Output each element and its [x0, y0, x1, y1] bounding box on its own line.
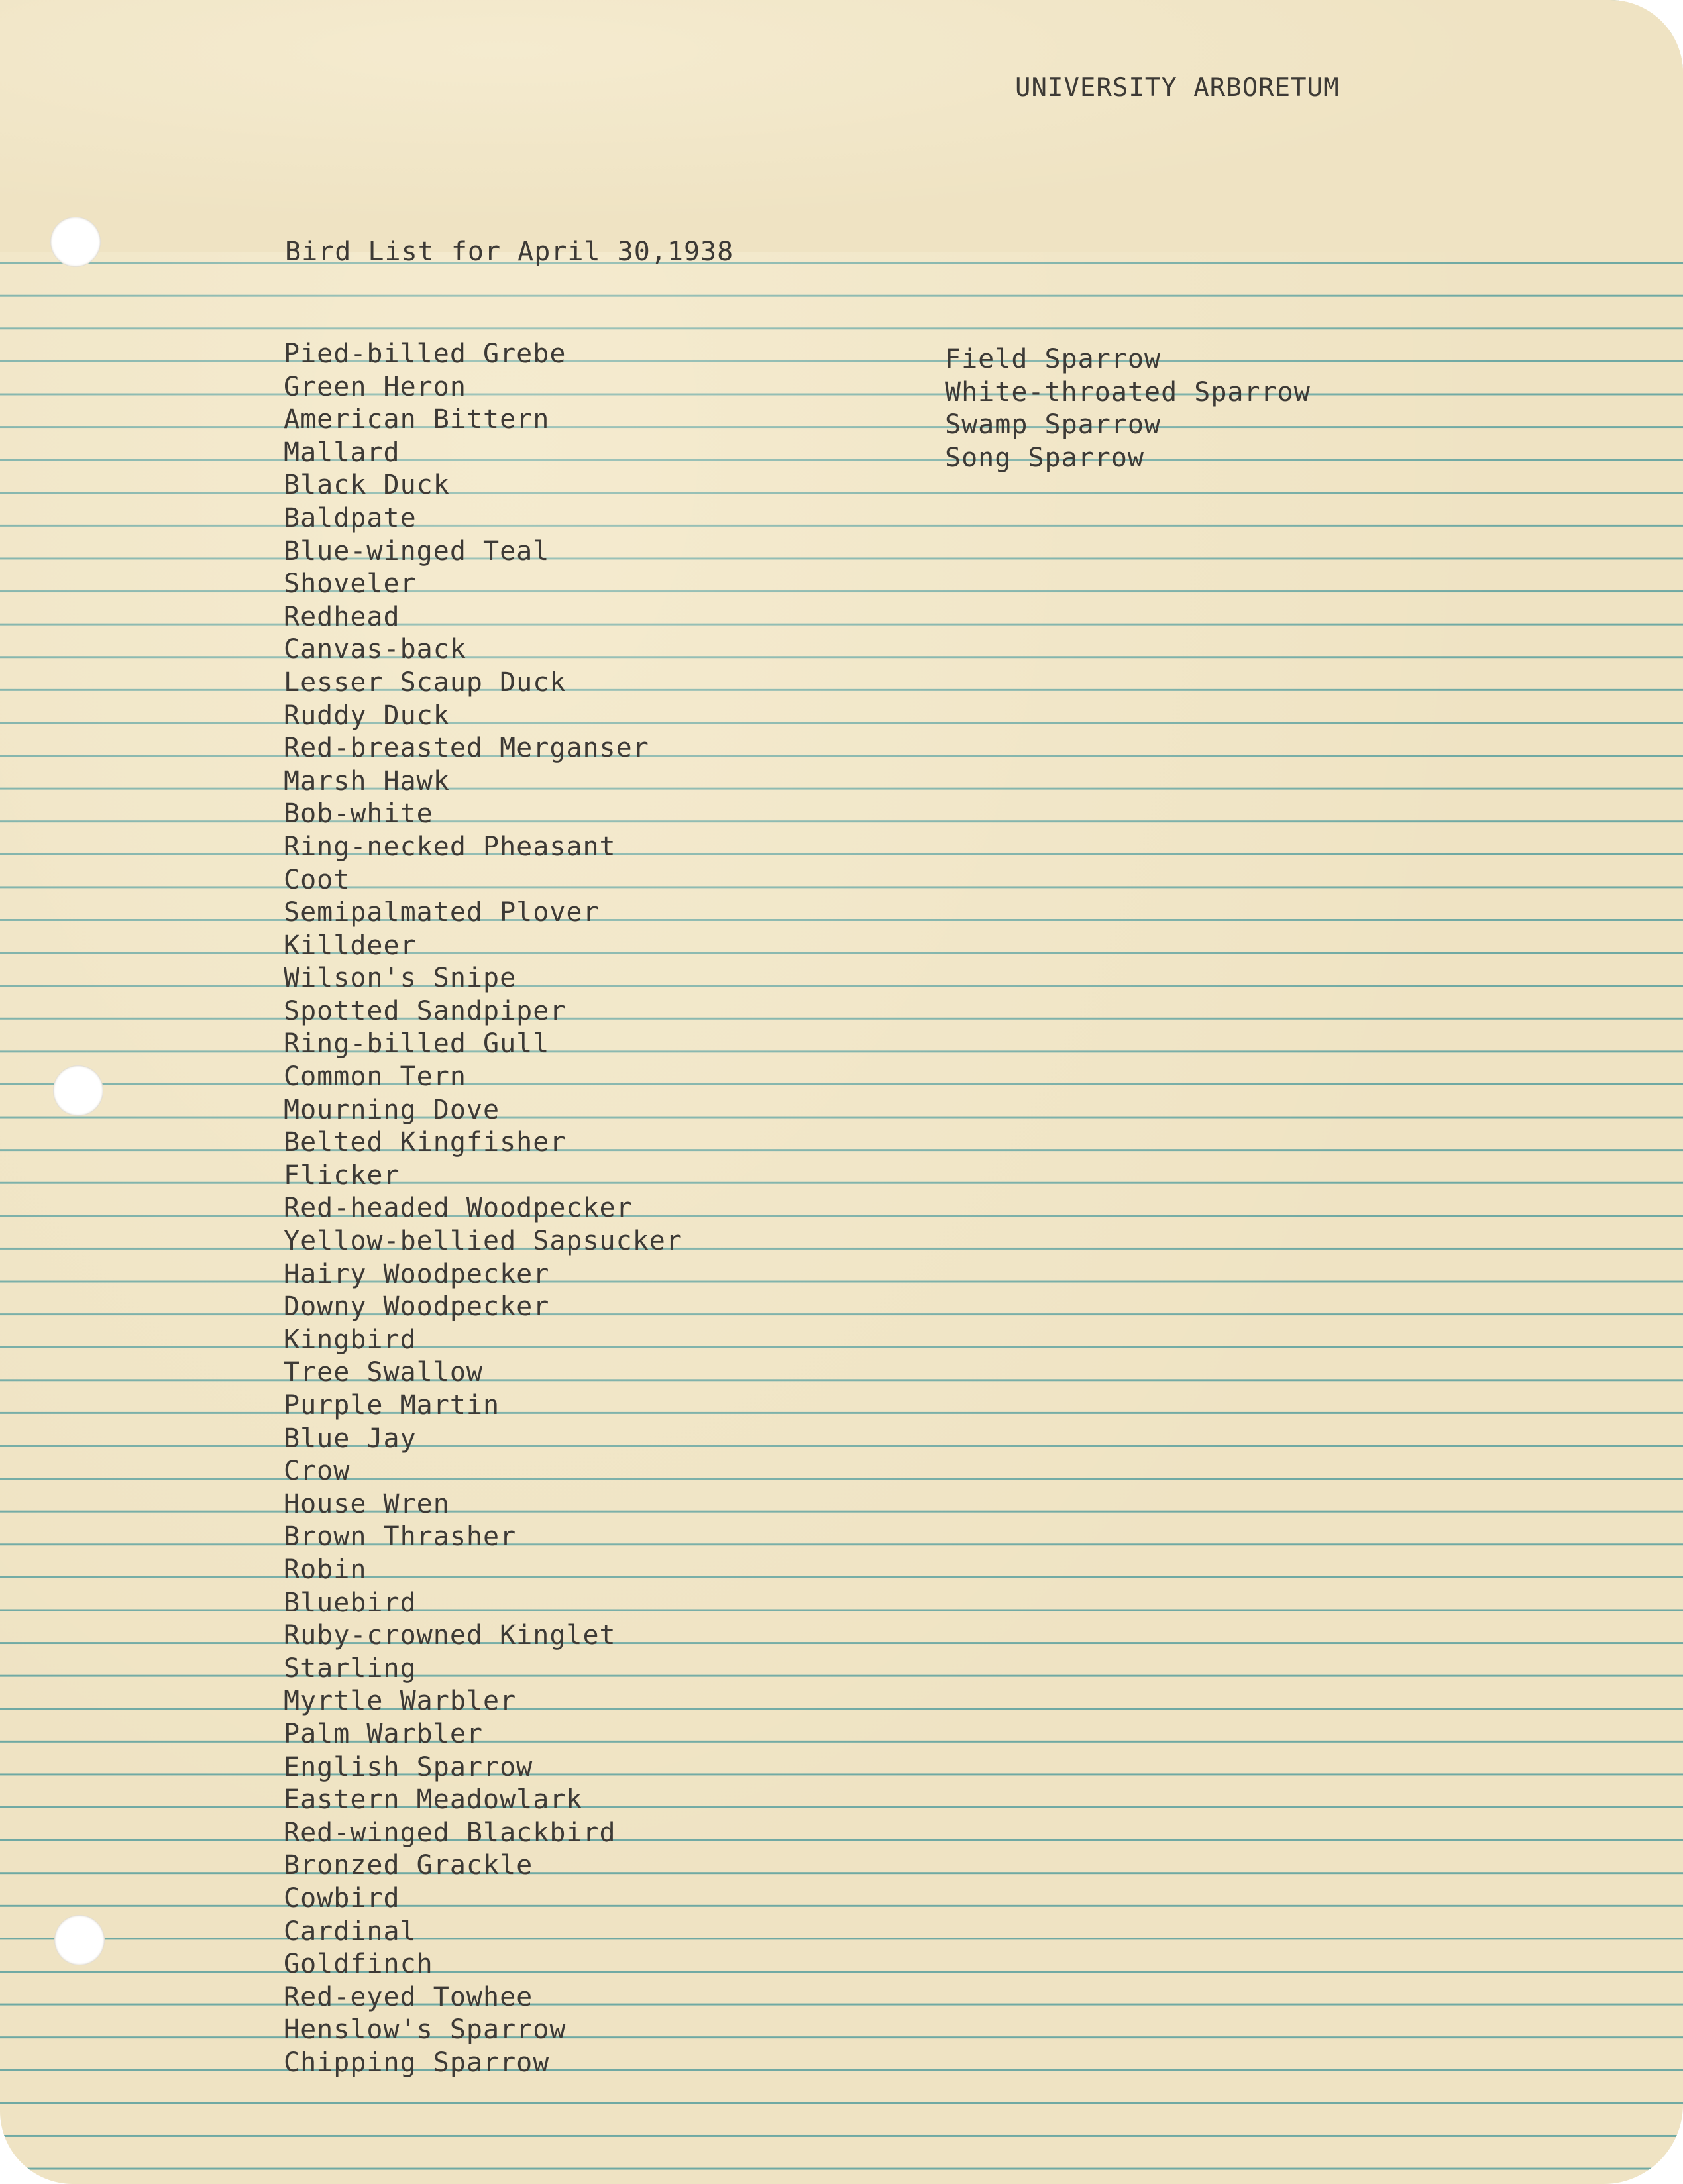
bird-list-item: Mourning Dove — [284, 1094, 500, 1125]
bird-list-item: Hairy Woodpecker — [284, 1258, 550, 1289]
bird-list-item: Mallard — [284, 437, 400, 468]
bird-list-item: Red-eyed Towhee — [284, 1981, 533, 2012]
bird-list-item: Eastern Meadowlark — [284, 1784, 583, 1816]
bird-list-item: Coot — [284, 864, 351, 895]
bird-list-item: Bob-white — [284, 798, 433, 830]
bird-list-item: Cardinal — [284, 1916, 417, 1947]
bird-list-item: Spotted Sandpiper — [284, 995, 567, 1026]
bird-list-item: Henslow's Sparrow — [284, 2014, 567, 2046]
bird-list-item: Bronzed Grackle — [284, 1850, 533, 1881]
bird-list-item: Ring-billed Gull — [284, 1028, 550, 1060]
bird-list-item: American Bittern — [284, 404, 550, 435]
bird-list-item: Ruby-crowned Kinglet — [284, 1620, 616, 1651]
bird-list-item: Tree Swallow — [284, 1357, 483, 1388]
bird-list-item: Black Duck — [284, 470, 450, 501]
bird-list-item: Blue Jay — [284, 1423, 417, 1454]
bird-list-item: Brown Thrasher — [284, 1521, 517, 1553]
bird-list-item: Red-headed Woodpecker — [284, 1193, 633, 1224]
bird-list-item: Blue-winged Teal — [284, 535, 550, 567]
bird-list-item: Ring-necked Pheasant — [284, 831, 616, 862]
bird-list-item: Pied-billed Grebe — [284, 339, 567, 369]
bird-list-item: Downy Woodpecker — [284, 1291, 550, 1323]
bird-list-item: Killdeer — [284, 930, 417, 961]
bird-list-item: Cowbird — [284, 1883, 400, 1914]
institution-header: UNIVERSITY ARBORETUM — [1015, 73, 1340, 103]
bird-list-item: Flicker — [284, 1160, 400, 1191]
bird-list-item: Purple Martin — [284, 1390, 500, 1421]
bird-list-item: Semipalmated Plover — [284, 897, 600, 928]
bird-list-item: Palm Warbler — [284, 1718, 483, 1749]
bird-list-item: Canvas-back — [284, 634, 466, 665]
bird-list-item: Red-breasted Merganser — [284, 733, 649, 764]
bird-list-item: Song Sparrow — [945, 442, 1144, 473]
bird-list-item: Common Tern — [284, 1062, 466, 1093]
punch-hole-middle — [53, 1065, 103, 1116]
bird-list-item: House Wren — [284, 1488, 450, 1519]
bird-list-item: Bluebird — [284, 1587, 417, 1618]
bird-list-item: Chipping Sparrow — [284, 2047, 550, 2078]
bird-list-item: Field Sparrow — [945, 344, 1162, 374]
bird-list-item: Ruddy Duck — [284, 700, 450, 731]
bird-list-item: Robin — [284, 1554, 367, 1585]
bird-list-right-column — [945, 343, 1311, 474]
bird-list-item: Kingbird — [284, 1324, 417, 1355]
bird-list-item: Wilson's Snipe — [284, 963, 517, 994]
bird-list-item: Green Heron — [284, 371, 466, 402]
bird-list-item: Baldpate — [284, 502, 417, 533]
bird-list-item: English Sparrow — [284, 1751, 533, 1782]
bird-list-item: Red-winged Blackbird — [284, 1817, 616, 1848]
bird-list-item: Crow — [284, 1456, 351, 1487]
bird-list-item: Swamp Sparrow — [945, 410, 1162, 441]
bird-list-item: Marsh Hawk — [284, 765, 450, 796]
bird-list-item: Shoveler — [284, 569, 417, 600]
bird-list-item: White-throated Sparrow — [945, 376, 1311, 408]
top-margin — [0, 0, 1683, 252]
bird-list-item: Lesser Scaup Duck — [284, 667, 567, 698]
bird-list-left-column — [284, 338, 682, 2079]
punch-hole-bottom — [54, 1915, 105, 1965]
page-title: Bird List for April 30,1938 — [285, 237, 734, 267]
bird-list-item: Myrtle Warbler — [284, 1686, 517, 1717]
bird-list-item: Starling — [284, 1653, 417, 1684]
bird-list-item: Redhead — [284, 601, 400, 632]
punch-hole-top — [50, 217, 101, 267]
bird-list-item: Belted Kingfisher — [284, 1127, 567, 1158]
bird-list-item: Yellow-bellied Sapsucker — [284, 1226, 682, 1257]
bird-list-item: Goldfinch — [284, 1949, 433, 1980]
